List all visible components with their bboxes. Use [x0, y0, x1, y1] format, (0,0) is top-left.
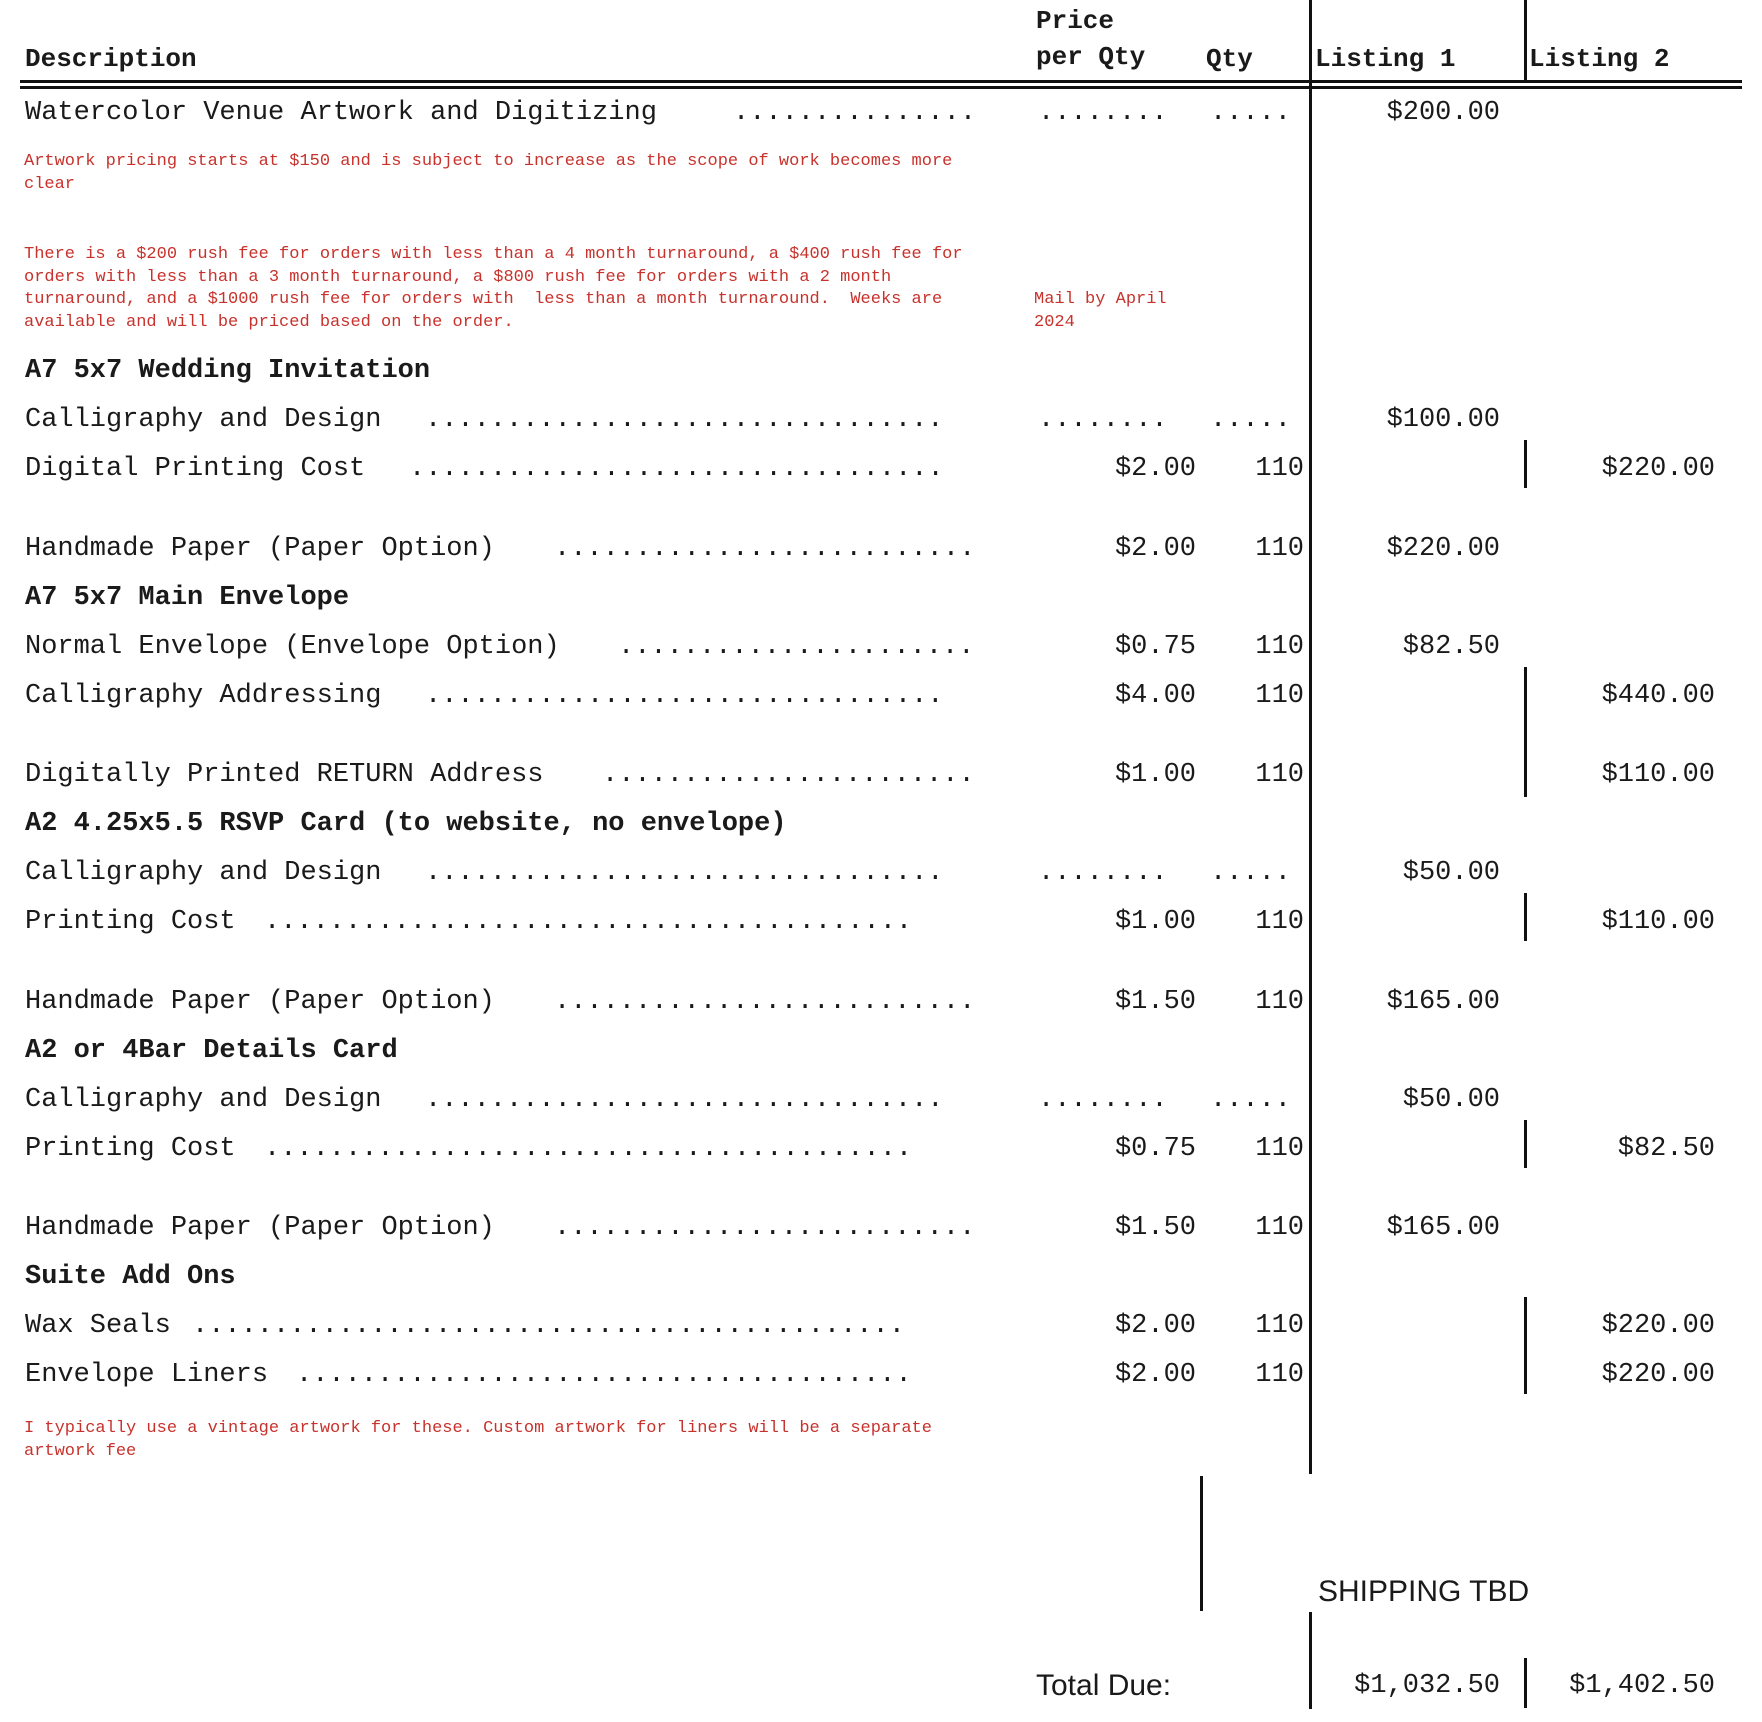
dot-leader: ................................ — [425, 1085, 944, 1115]
section-heading: A2 4.25x5.5 RSVP Card (to website, no envelope) — [25, 809, 787, 839]
dot-leader: ...................... — [618, 632, 975, 662]
total-listing2-amount: $1,402.50 — [1569, 1671, 1715, 1701]
listing2-header-divider — [1524, 0, 1527, 82]
listing1-amount: $165.00 — [1386, 1213, 1500, 1243]
dot-leader: ................................. — [409, 454, 944, 484]
listing2-divider-segment — [1524, 1297, 1527, 1394]
line-item-description: Printing Cost — [25, 1134, 236, 1164]
listing2-amount: $220.00 — [1601, 454, 1715, 484]
total-listing1-divider — [1309, 1612, 1312, 1709]
qty-value: 110 — [1255, 681, 1304, 711]
dot-leader: ........................................ — [264, 1134, 913, 1164]
listing2-divider-segment — [1524, 440, 1527, 488]
total-due-label: Total Due: — [1036, 1669, 1172, 1702]
listing1-amount: $100.00 — [1386, 405, 1500, 435]
qty-value: 110 — [1255, 1213, 1304, 1243]
price-per-qty: $1.50 — [1114, 987, 1196, 1017]
qty-value: 110 — [1255, 1360, 1304, 1390]
line-item-description: Handmade Paper (Paper Option) — [25, 1213, 495, 1243]
qty-value: 110 — [1255, 632, 1304, 662]
line-item-description: Normal Envelope (Envelope Option) — [25, 632, 560, 662]
line-item-description: Watercolor Venue Artwork and Digitizing — [25, 98, 657, 128]
dot-leader: ........ — [1038, 1085, 1168, 1115]
listing2-amount: $82.50 — [1617, 1134, 1715, 1164]
line-item-description: Handmade Paper (Paper Option) — [25, 534, 495, 564]
dot-leader: ..... — [1210, 98, 1292, 128]
line-item-description: Handmade Paper (Paper Option) — [25, 987, 495, 1017]
line-item-description: Calligraphy and Design — [25, 858, 382, 888]
dot-leader: ....................... — [602, 760, 975, 790]
line-item-description: Printing Cost — [25, 907, 236, 937]
dot-leader: ..... — [1210, 405, 1292, 435]
dot-leader: ........ — [1038, 858, 1168, 888]
listing2-divider-segment — [1524, 1120, 1527, 1168]
listing2-amount: $110.00 — [1601, 907, 1715, 937]
column-header-listing2: Listing 2 — [1529, 44, 1670, 74]
listing2-divider-segment — [1524, 893, 1527, 941]
section-heading: A2 or 4Bar Details Card — [25, 1036, 398, 1066]
qty-value: 110 — [1255, 1134, 1304, 1164]
line-item-description: Digitally Printed RETURN Address — [25, 760, 544, 790]
line-item-description: Calligraphy and Design — [25, 1085, 382, 1115]
total-listing1-amount: $1,032.50 — [1354, 1671, 1500, 1701]
dot-leader: ............... — [733, 98, 977, 128]
header-rule-top — [20, 80, 1742, 83]
shipping-divider — [1200, 1476, 1203, 1611]
column-header-description: Description — [25, 44, 197, 74]
listing1-amount: $50.00 — [1402, 1085, 1500, 1115]
total-listing2-divider — [1524, 1658, 1527, 1708]
price-per-qty: $0.75 — [1114, 1134, 1196, 1164]
listing2-amount: $220.00 — [1601, 1360, 1715, 1390]
artwork-pricing-note: Artwork pricing starts at $150 and is subject to increase as the scope of work becomes more clear — [24, 152, 953, 194]
line-item-description: Calligraphy and Design — [25, 405, 382, 435]
price-per-qty: $2.00 — [1114, 1311, 1196, 1341]
listing1-left-divider — [1309, 0, 1312, 1474]
mail-by-note: Mail by April 2024 — [1034, 290, 1167, 332]
dot-leader: ...................................... — [296, 1360, 912, 1390]
dot-leader: ..... — [1210, 1085, 1292, 1115]
qty-value: 110 — [1255, 454, 1304, 484]
listing1-amount: $82.50 — [1402, 632, 1500, 662]
section-heading: Suite Add Ons — [25, 1262, 236, 1292]
dot-leader: ................................ — [425, 405, 944, 435]
column-header-price-line1: Price — [1036, 6, 1115, 36]
listing2-amount: $440.00 — [1601, 681, 1715, 711]
qty-value: 110 — [1255, 760, 1304, 790]
price-per-qty: $1.50 — [1114, 1213, 1196, 1243]
line-item-description: Calligraphy Addressing — [25, 681, 382, 711]
qty-value: 110 — [1255, 534, 1304, 564]
price-per-qty: $2.00 — [1114, 534, 1196, 564]
price-per-qty: $4.00 — [1114, 681, 1196, 711]
dot-leader: .......................... — [554, 987, 976, 1017]
dot-leader: ..... — [1210, 858, 1292, 888]
dot-leader: .......................... — [554, 534, 976, 564]
dot-leader: ........ — [1038, 98, 1168, 128]
shipping-label: SHIPPING TBD — [1318, 1575, 1530, 1608]
line-item-description: Wax Seals — [25, 1311, 171, 1341]
header-rule-bottom — [20, 86, 1742, 89]
price-per-qty: $0.75 — [1114, 632, 1196, 662]
liners-note: I typically use a vintage artwork for these. Custom artwork for liners will be a separate artwork fee — [24, 1419, 932, 1461]
column-header-listing1: Listing 1 — [1315, 44, 1456, 74]
dot-leader: ............................................ — [192, 1311, 905, 1341]
dot-leader: ................................ — [425, 681, 944, 711]
listing2-divider-segment — [1524, 667, 1527, 797]
dot-leader: ........................................ — [264, 907, 913, 937]
price-per-qty: $2.00 — [1114, 1360, 1196, 1390]
dot-leader: ................................ — [425, 858, 944, 888]
dot-leader: ........ — [1038, 405, 1168, 435]
listing2-amount: $110.00 — [1601, 760, 1715, 790]
listing1-amount: $50.00 — [1402, 858, 1500, 888]
section-heading: A7 5x7 Main Envelope — [25, 583, 350, 613]
qty-value: 110 — [1255, 987, 1304, 1017]
column-header-price-line2: per Qty — [1036, 42, 1146, 72]
listing1-amount: $165.00 — [1386, 987, 1500, 1017]
price-per-qty: $1.00 — [1114, 760, 1196, 790]
column-header-qty: Qty — [1206, 44, 1253, 74]
dot-leader: .......................... — [554, 1213, 976, 1243]
price-per-qty: $2.00 — [1114, 454, 1196, 484]
section-heading: A7 5x7 Wedding Invitation — [25, 356, 431, 386]
listing1-amount: $220.00 — [1386, 534, 1500, 564]
listing1-amount: $200.00 — [1386, 98, 1500, 128]
qty-value: 110 — [1255, 907, 1304, 937]
line-item-description: Envelope Liners — [25, 1360, 269, 1390]
rush-fee-note: There is a $200 rush fee for orders with less than a 4 month turnaround, a $400 rush fee for orders with less than a 3 month turnaround, a $800 rush fee for orders with a 2 month turnaround, and a $1000 rush fee for orders with less than a month turnaround. Weeks are available and will be priced based on the order. — [24, 245, 963, 332]
line-item-description: Digital Printing Cost — [25, 454, 366, 484]
listing2-amount: $220.00 — [1601, 1311, 1715, 1341]
price-per-qty: $1.00 — [1114, 907, 1196, 937]
qty-value: 110 — [1255, 1311, 1304, 1341]
